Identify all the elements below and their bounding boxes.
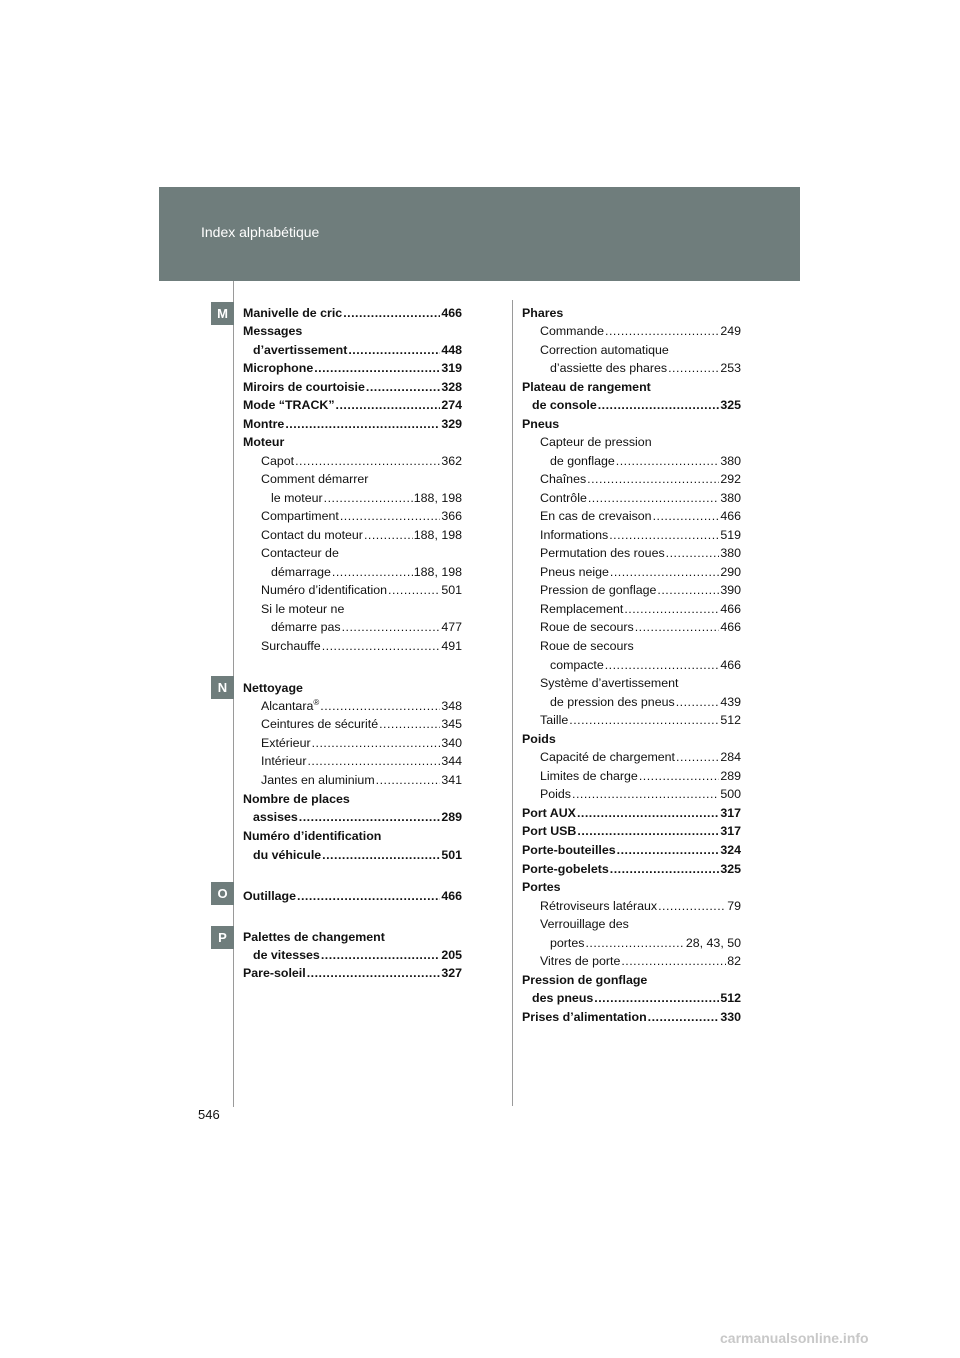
index-entry-page[interactable]: 466 [441, 889, 462, 903]
index-entry-page[interactable]: 325 [720, 862, 741, 876]
index-entry-label: Intérieur [261, 754, 307, 768]
index-entry-label: Taille [540, 713, 569, 727]
index-entry-page[interactable]: 327 [441, 966, 462, 980]
index-entry[interactable] [243, 928, 462, 946]
dot-leader [324, 489, 413, 507]
column-divider [512, 300, 513, 1106]
index-entry-label: Surchauffe [261, 639, 321, 653]
index-entry-label: Numéro d’identification [261, 583, 388, 597]
index-entry-page[interactable]: 325 [720, 398, 741, 412]
dot-leader [653, 507, 720, 525]
index-entry-label: Nombre de places [243, 792, 350, 806]
index-entry-page[interactable]: 249 [720, 324, 741, 338]
index-entry[interactable] [271, 489, 462, 507]
index-entry[interactable] [540, 489, 741, 507]
index-entry-page[interactable]: 340 [441, 736, 462, 750]
index-entry[interactable] [522, 860, 741, 878]
index-entry[interactable] [243, 378, 462, 396]
index-entry[interactable] [261, 715, 462, 733]
index-entry-label: Porte-gobelets [522, 862, 609, 876]
index-entry[interactable] [243, 359, 462, 377]
index-entry[interactable] [522, 415, 741, 433]
dot-leader [588, 489, 719, 507]
index-entry[interactable] [522, 804, 741, 822]
index-entry[interactable] [540, 563, 741, 581]
dot-leader [299, 808, 441, 826]
index-entry-label: de console [532, 398, 597, 412]
index-entry-label: Microphone [243, 361, 314, 375]
index-entry-page[interactable]: 362 [441, 454, 462, 468]
index-entry[interactable] [540, 711, 741, 729]
index-entry-page[interactable]: 466 [720, 658, 741, 672]
index-entry-label: Alcantara® [261, 697, 320, 713]
dot-leader [587, 470, 719, 488]
index-entry-label: Portes [522, 880, 561, 894]
page-header [159, 187, 800, 281]
index-entry[interactable] [540, 600, 741, 618]
index-entry-page[interactable]: 28, 43, 50 [685, 936, 741, 950]
dot-leader [340, 507, 441, 525]
index-entry[interactable] [540, 897, 741, 915]
index-entry-label: Ceintures de sécurité [261, 717, 379, 731]
index-entry-label: Messages [243, 324, 303, 338]
index-entry-label: Pneus [522, 417, 560, 431]
index-entry[interactable] [540, 952, 741, 970]
index-entry[interactable] [540, 507, 741, 525]
index-entry[interactable] [243, 887, 462, 905]
index-entry-label: Pneus neige [540, 565, 609, 579]
index-entry-label: Jantes en aluminium [261, 773, 375, 787]
dot-leader [312, 734, 441, 752]
index-entry-page[interactable]: 79 [727, 899, 741, 913]
index-entry-page[interactable]: 491 [441, 639, 462, 653]
index-entry-page[interactable]: 329 [441, 417, 462, 431]
index-entry[interactable] [522, 878, 741, 896]
index-entry-label: de gonflage [550, 454, 615, 468]
index-entry[interactable] [261, 752, 462, 770]
index-entry-label: En cas de crevaison [540, 509, 652, 523]
dot-leader [366, 378, 440, 396]
index-entry-label: Poids [540, 787, 571, 801]
index-entry-label: Phares [522, 306, 564, 320]
index-entry-page[interactable]: 519 [720, 528, 741, 542]
dot-leader [609, 526, 719, 544]
index-entry-page[interactable]: 188, 198 [413, 491, 462, 505]
dot-leader [577, 804, 719, 822]
index-entry[interactable] [261, 581, 462, 599]
index-entry-page[interactable]: 439 [720, 695, 741, 709]
index-entry-label: Roue de secours [540, 639, 634, 653]
index-entry-page[interactable]: 284 [720, 750, 741, 764]
index-entry-label: Poids [522, 732, 556, 746]
index-entry-label: Remplacement [540, 602, 624, 616]
index-entry-page[interactable]: 188, 198 [413, 528, 462, 542]
index-entry-page[interactable]: 289 [441, 810, 462, 824]
dot-leader [314, 359, 440, 377]
index-entry-label: Montre [243, 417, 285, 431]
index-entry[interactable] [532, 989, 741, 1007]
index-entry-page[interactable]: 466 [720, 620, 741, 634]
index-entry-page[interactable]: 345 [441, 717, 462, 731]
index-entry-label: compacte [550, 658, 604, 672]
section-tab-p[interactable]: P [211, 926, 234, 949]
index-entry[interactable] [253, 946, 462, 964]
index-entry[interactable] [261, 452, 462, 470]
dot-leader [610, 563, 719, 581]
index-entry-label: Prises d’alimentation [522, 1010, 647, 1024]
index-entry-label: Capot [261, 454, 295, 468]
index-entry[interactable] [253, 341, 462, 359]
dot-leader [332, 563, 413, 581]
index-entry-page[interactable]: 290 [720, 565, 741, 579]
index-entry-label: assises [253, 810, 298, 824]
index-entry[interactable] [522, 378, 741, 396]
index-entry-page[interactable]: 82 [727, 954, 741, 968]
section-tab-o[interactable]: O [211, 882, 234, 905]
index-entry-label: Port AUX [522, 806, 576, 820]
section-tab-n[interactable]: N [211, 676, 234, 699]
index-entry-page[interactable]: 319 [441, 361, 462, 375]
index-entry-label: Mode “TRACK” [243, 398, 335, 412]
dot-leader [617, 841, 720, 859]
dot-leader [648, 1008, 720, 1026]
index-entry[interactable] [540, 470, 741, 488]
index-entry[interactable] [550, 452, 741, 470]
index-entry-label: Capteur de pression [540, 435, 652, 449]
dot-leader [376, 771, 441, 789]
index-entry-page[interactable]: 330 [720, 1010, 741, 1024]
index-entry-page[interactable]: 188, 198 [413, 565, 462, 579]
dot-leader [364, 526, 413, 544]
index-entry-label: Extérieur [261, 736, 311, 750]
dot-leader [666, 544, 720, 562]
index-entry[interactable] [271, 618, 462, 636]
index-entry-label: Nettoyage [243, 681, 303, 695]
index-entry[interactable] [261, 470, 462, 488]
index-entry-label: Système d’avertissement [540, 676, 679, 690]
index-entry-page[interactable]: 380 [720, 454, 741, 468]
index-entry[interactable] [522, 304, 741, 322]
dot-leader [307, 752, 440, 770]
index-entry-page[interactable]: 253 [720, 361, 741, 375]
index-entry-page[interactable]: 317 [720, 806, 741, 820]
dot-leader [624, 600, 719, 618]
index-entry-label: Capacité de chargement [540, 750, 676, 764]
index-entry-page[interactable]: 292 [720, 472, 741, 486]
index-entry-label: Numéro d’identification [243, 829, 382, 843]
index-entry-page[interactable]: 317 [720, 824, 741, 838]
index-entry-label: Verrouillage des [540, 917, 629, 931]
index-entry[interactable] [522, 971, 741, 989]
index-entry-page[interactable]: 466 [720, 509, 741, 523]
index-entry[interactable] [540, 637, 741, 655]
index-entry-label: Chaînes [540, 472, 587, 486]
index-entry[interactable] [243, 433, 462, 451]
index-entry[interactable] [540, 618, 741, 636]
index-entry[interactable] [261, 600, 462, 618]
index-entry[interactable] [532, 396, 741, 414]
dot-leader [322, 846, 440, 864]
index-entry[interactable] [243, 415, 462, 433]
index-entry-label: Comment démarrer [261, 472, 369, 486]
index-entry-label: Commande [540, 324, 605, 338]
index-entry-label: Roue de secours [540, 620, 634, 634]
index-entry[interactable] [261, 697, 462, 715]
index-entry-page[interactable]: 380 [720, 546, 741, 560]
index-entry-label: d’avertissement [253, 343, 348, 357]
dot-leader [388, 581, 440, 599]
index-entry-page[interactable]: 289 [720, 769, 741, 783]
index-entry[interactable] [550, 656, 741, 674]
index-entry[interactable] [550, 934, 741, 952]
index-entry[interactable] [522, 841, 741, 859]
dot-leader [676, 748, 719, 766]
index-entry-label: de pression des pneus [550, 695, 675, 709]
dot-leader [321, 946, 440, 964]
index-entry-label: Pression de gonflage [522, 973, 648, 987]
index-entry-page[interactable]: 512 [720, 713, 741, 727]
index-entry-label: d’assiette des phares [550, 361, 668, 375]
index-entry-page[interactable]: 328 [441, 380, 462, 394]
dot-leader [594, 989, 719, 1007]
index-entry-page[interactable]: 344 [441, 754, 462, 768]
index-entry[interactable] [253, 846, 462, 864]
watermark: carmanualsonline.info [720, 1330, 869, 1346]
index-entry-label: Si le moteur ne [261, 602, 345, 616]
index-entry-page[interactable]: 366 [441, 509, 462, 523]
index-entry-label: Rétroviseurs latéraux [540, 899, 658, 913]
index-entry-label: Moteur [243, 435, 285, 449]
index-entry-page[interactable]: 348 [441, 699, 462, 713]
index-entry-label: Compartiment [261, 509, 339, 523]
index-entry[interactable] [271, 563, 462, 581]
index-entry-label: Plateau de rangement [522, 380, 651, 394]
index-entry[interactable] [540, 526, 741, 544]
index-entry-page[interactable]: 501 [441, 583, 462, 597]
index-entry-label: Manivelle de cric [243, 306, 343, 320]
dot-leader [572, 785, 719, 803]
dot-leader [577, 822, 719, 840]
index-entry[interactable] [522, 730, 741, 748]
index-entry-page[interactable]: 341 [441, 773, 462, 787]
dot-leader [342, 618, 441, 636]
section-tab-m[interactable]: M [211, 302, 234, 325]
index-entry-label: Outillage [243, 889, 297, 903]
dot-leader [668, 359, 719, 377]
index-entry-label: Contact du moteur [261, 528, 363, 542]
dot-leader [658, 897, 726, 915]
index-entry-page[interactable]: 512 [720, 991, 741, 1005]
index-entry-page[interactable]: 390 [720, 583, 741, 597]
index-entry[interactable] [261, 771, 462, 789]
index-entry-label: Permutation des roues [540, 546, 665, 560]
dot-leader [621, 952, 726, 970]
dot-leader [297, 887, 440, 905]
dot-leader [343, 304, 440, 322]
registered-mark: ® [313, 697, 320, 707]
index-entry-label: Limites de charge [540, 769, 638, 783]
index-entry-page[interactable]: 500 [720, 787, 741, 801]
index-entry-label: Pare-soleil [243, 966, 306, 980]
index-entry-label: portes [550, 936, 585, 950]
index-entry-label: du véhicule [253, 848, 322, 862]
dot-leader [336, 396, 441, 414]
index-entry[interactable] [540, 748, 741, 766]
index-entry[interactable] [540, 915, 741, 933]
index-entry-label: démarre pas [271, 620, 341, 634]
index-entry[interactable] [540, 785, 741, 803]
index-entry[interactable] [540, 322, 741, 340]
dot-leader [307, 964, 441, 982]
index-entry-label: Vitres de porte [540, 954, 621, 968]
index-entry-label: Miroirs de courtoisie [243, 380, 365, 394]
dot-leader [605, 656, 720, 674]
index-entry-page[interactable]: 477 [441, 620, 462, 634]
index-entry[interactable] [243, 322, 462, 340]
header-title: Index alphabétique [201, 224, 320, 240]
dot-leader [598, 396, 720, 414]
index-entry[interactable] [540, 581, 741, 599]
dot-leader [348, 341, 440, 359]
dot-leader [657, 581, 719, 599]
index-entry-page[interactable]: 501 [441, 848, 462, 862]
index-entry-label: le moteur [271, 491, 323, 505]
index-entry[interactable] [540, 544, 741, 562]
index-entry-label: Informations [540, 528, 609, 542]
index-entry[interactable] [261, 507, 462, 525]
index-entry[interactable] [550, 693, 741, 711]
index-entry[interactable] [550, 359, 741, 377]
index-entry-label: Pression de gonflage [540, 583, 657, 597]
index-entry[interactable] [243, 827, 462, 845]
index-entry[interactable] [243, 679, 462, 697]
index-entry-page[interactable]: 466 [441, 306, 462, 320]
index-entry[interactable] [540, 433, 741, 451]
dot-leader [639, 767, 720, 785]
dot-leader [379, 715, 440, 733]
index-entry[interactable] [243, 964, 462, 982]
index-entry-label: des pneus [532, 991, 594, 1005]
index-entry-label: Correction automatique [540, 343, 669, 357]
dot-leader [569, 711, 719, 729]
index-entry-label: Contacteur de [261, 546, 339, 560]
index-entry-label: de vitesses [253, 948, 320, 962]
index-entry[interactable] [261, 734, 462, 752]
index-entry-label: Contrôle [540, 491, 587, 505]
index-entry-label: Porte-bouteilles [522, 843, 616, 857]
index-entry[interactable] [540, 674, 741, 692]
index-entry[interactable] [243, 790, 462, 808]
index-entry[interactable] [522, 822, 741, 840]
dot-leader [285, 415, 440, 433]
index-entry-label: Palettes de changement [243, 930, 385, 944]
index-entry-page[interactable]: 205 [441, 948, 462, 962]
index-entry-page[interactable]: 466 [720, 602, 741, 616]
dot-leader [605, 322, 719, 340]
index-entry[interactable] [243, 396, 462, 414]
index-entry[interactable] [261, 544, 462, 562]
index-entry[interactable] [522, 1008, 741, 1026]
index-entry-page[interactable]: 448 [441, 343, 462, 357]
index-entry-label: démarrage [271, 565, 331, 579]
index-entry-page[interactable]: 274 [441, 398, 462, 412]
dot-leader [585, 934, 684, 952]
dot-leader [320, 697, 440, 715]
index-entry[interactable] [243, 304, 462, 322]
dot-leader [322, 637, 441, 655]
dot-leader [635, 618, 720, 636]
dot-leader [610, 860, 720, 878]
index-entry-page[interactable]: 324 [720, 843, 741, 857]
index-entry[interactable] [261, 637, 462, 655]
index-entry[interactable] [253, 808, 462, 826]
index-entry-page[interactable]: 380 [720, 491, 741, 505]
page-number: 546 [198, 1107, 220, 1122]
index-entry[interactable] [540, 767, 741, 785]
index-entry[interactable] [261, 526, 462, 544]
dot-leader [295, 452, 440, 470]
index-entry[interactable] [540, 341, 741, 359]
dot-leader [616, 452, 720, 470]
dot-leader [676, 693, 720, 711]
index-entry-label: Port USB [522, 824, 577, 838]
